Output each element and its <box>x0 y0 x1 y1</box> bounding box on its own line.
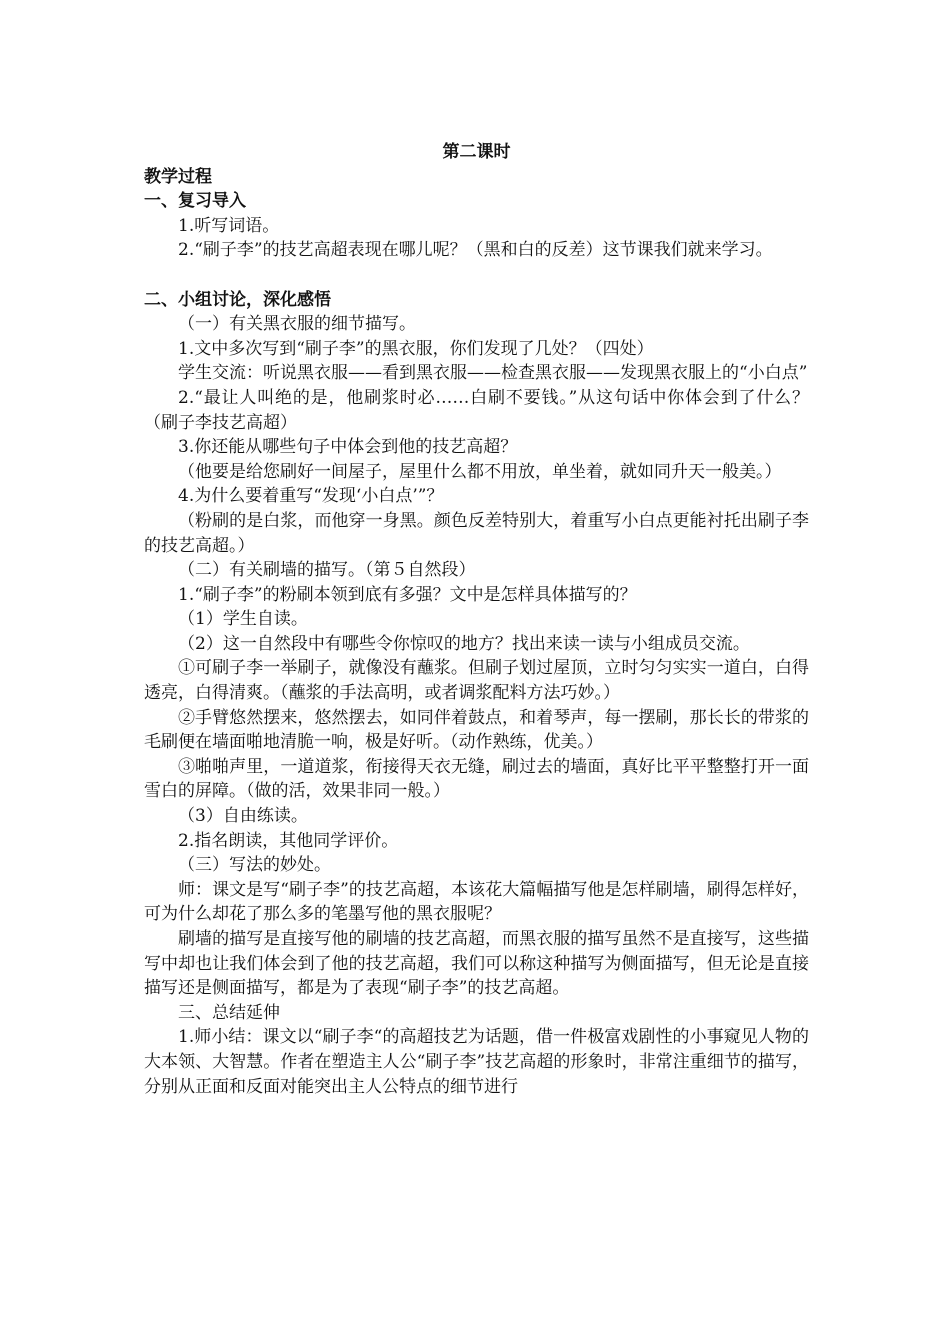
paragraph: 2.“最让人叫绝的是，他刷浆时必……白刷不要钱。”从这句话中你体会到了什么？（刷子李技艺高超） <box>144 387 809 433</box>
part2-heading: 二、小组讨论，深化感悟 <box>144 289 331 310</box>
paragraph: （3）自由练读。 <box>178 806 308 827</box>
paragraph: （一）有关黑衣服的细节描写。 <box>178 314 416 335</box>
paragraph: （三）写法的妙处。 <box>178 855 331 876</box>
paragraph: 3.你还能从哪些句子中体会到他的技艺高超？ <box>178 437 518 458</box>
paragraph: 学生交流：听说黑衣服——看到黑衣服——检查黑衣服——发现黑衣服上的“小白点” <box>178 363 808 384</box>
paragraph: （二）有关刷墙的描写。（第５自然段） <box>178 560 476 581</box>
paragraph: ①可刷子李一举刷子，就像没有蘸浆。但刷子划过屋顶，立时匀匀实实一道白，白得透亮，白得清爽。（蘸浆的手法高明，或者调浆配料方法巧妙。） <box>144 658 809 704</box>
paragraph: 4.为什么要着重写“发现‘小白点’”？ <box>178 486 444 507</box>
paragraph: （1）学生自读。 <box>178 609 308 630</box>
paragraph: 2.“刷子李”的技艺高超表现在哪儿呢？（黑和白的反差）这节课我们就来学习。 <box>178 240 773 261</box>
paragraph: （他要是给您刷好一间屋子，屋里什么都不用放，单坐着，就如同升天一般美。） <box>178 461 782 482</box>
paragraph: （2）这一自然段中有哪些令你惊叹的地方？找出来读一读与小组成员交流。 <box>178 633 750 654</box>
paragraph: 2.指名朗读，其他同学评价。 <box>178 830 399 851</box>
blank-line <box>144 263 809 288</box>
paragraph: 1.文中多次写到“刷子李”的黑衣服，你们发现了几处？（四处） <box>178 338 654 359</box>
paragraph: 师：课文是写“刷子李”的技艺高超，本该花大篇幅描写他是怎样刷墙，刷得怎样好，可为什么却花了那么多的笔墨写他的黑衣服呢？ <box>144 879 809 925</box>
paragraph: 刷墙的描写是直接写他的刷墙的技艺高超，而黑衣服的描写虽然不是直接写，这些描写中却也让我们体会到了他的技艺高超，我们可以称这种描写为侧面描写，但无论是直接描写还是侧面描写，都是为了表现“刷子李”的技艺高超。 <box>144 929 809 999</box>
paragraph: （粉刷的是白浆，而他穿一身黑。颜色反差特别大，着重写小白点更能衬托出刷子李的技艺高超。） <box>144 510 809 556</box>
part3-heading: 三、总结延伸 <box>178 1002 280 1023</box>
paragraph: 1.“刷子李”的粉刷本领到底有多强？文中是怎样具体描写的？ <box>178 584 637 605</box>
paragraph: ②手臂悠然摆来，悠然摆去，如同伴着鼓点，和着琴声，每一摆刷，那长长的带浆的毛刷便在墙面啪地清脆一响，极是好听。（动作熟练，优美。） <box>144 707 809 753</box>
paragraph: 1.听写词语。 <box>178 215 280 236</box>
lesson-title: 第二课时 <box>442 142 511 162</box>
paragraph: 1.师小结：课文以“刷子李“的高超技艺为话题，借一件极富戏剧性的小事窥见人物的大本领、大智慧。作者在塑造主人公“刷子李”技艺高超的形象时，非常注重细节的描写，分别从正面和反面对能突出主人公特点的细节进行 <box>144 1027 809 1097</box>
paragraph: ③啪啪声里，一道道浆，衔接得天衣无缝，刷过去的墙面，真好比平平整整打开一面雪白的屏障。（做的活，效果非同一般。） <box>144 756 809 802</box>
document-body <box>144 140 809 1099</box>
part1-heading: 一、复习导入 <box>144 191 246 212</box>
section-heading-process: 教学过程 <box>144 166 212 187</box>
